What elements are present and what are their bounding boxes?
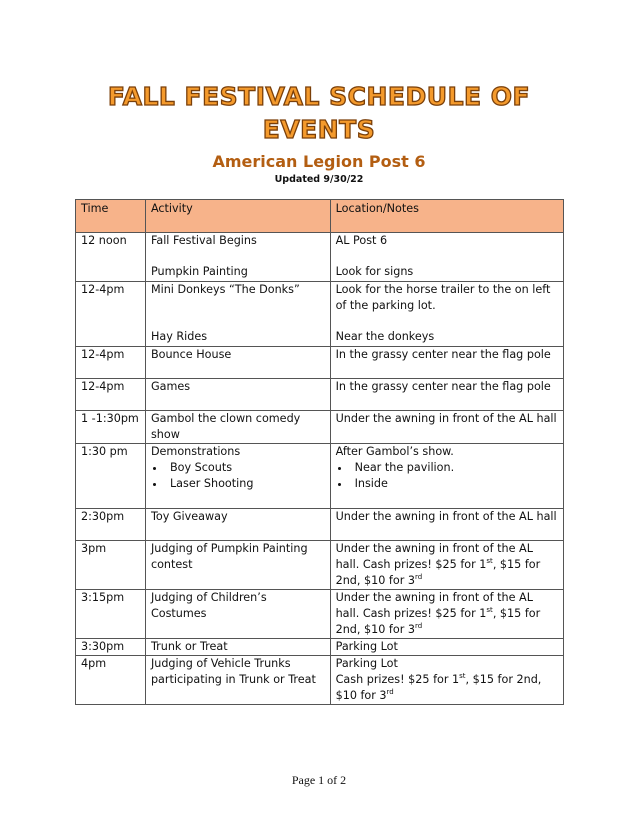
activity-cell: Bounce House <box>145 347 330 379</box>
notes-text: Under the awning in front of the AL hall. Cash prizes! $25 for 1 <box>335 542 533 571</box>
ordinal-suffix: rd <box>386 688 394 696</box>
list-item: • Boy Scouts <box>166 460 326 476</box>
time-cell: 4pm <box>76 656 146 705</box>
title-line-1: FALL FESTIVAL SCHEDULE OF <box>107 82 531 111</box>
time-cell: 1 -1:30pm <box>76 411 146 444</box>
page-number: Page 1 of 2 <box>291 773 347 787</box>
activity-text: Fall Festival Begins <box>150 234 257 247</box>
table-row <box>76 590 564 639</box>
document-title <box>0 80 638 146</box>
notes-text: Look for signs <box>335 265 414 278</box>
table-row <box>76 639 564 656</box>
title-line-2: EVENTS <box>262 115 376 144</box>
notes-cell: In the grassy center near the flag pole <box>330 379 563 411</box>
list-item: • Near the pavilion. <box>351 460 559 476</box>
notes-text: Under the awning in front of the AL hall. Cash prizes! $25 for 1 <box>335 591 533 620</box>
ordinal-suffix: rd <box>414 622 423 630</box>
ordinal-suffix: st <box>459 672 466 680</box>
table-row <box>76 411 564 444</box>
table-row <box>76 509 564 541</box>
notes-cell: Parking Lot <box>330 639 563 656</box>
notes-cell <box>330 590 563 639</box>
notes-cell <box>330 233 563 282</box>
activity-list <box>151 460 326 492</box>
column-header-notes: Location/Notes <box>330 200 563 233</box>
subtitle: American Legion Post 6 <box>212 152 426 171</box>
notes-text: Look for the horse trailer to the on left of the parking lot. <box>335 283 551 312</box>
time-cell: 3pm <box>76 541 146 590</box>
table-row <box>76 379 564 411</box>
activity-cell: Games <box>145 379 330 411</box>
notes-text: , $15 for 2nd, $10 for 3 <box>335 607 541 636</box>
table-row <box>76 282 564 347</box>
activity-cell: Judging of Children’s Costumes <box>145 590 330 639</box>
column-header-activity: Activity <box>145 200 330 233</box>
time-cell: 3:30pm <box>76 639 146 656</box>
notes-cell <box>330 656 563 705</box>
notes-cell: Under the awning in front of the AL hall <box>330 509 563 541</box>
activity-cell <box>145 282 330 347</box>
notes-text: Near the donkeys <box>335 330 435 343</box>
activity-text: Mini Donkeys “The Donks” <box>150 283 300 296</box>
ordinal-suffix: st <box>486 606 493 614</box>
schedule-table <box>75 199 564 705</box>
activity-cell <box>145 233 330 282</box>
time-cell: 12-4pm <box>76 282 146 347</box>
table-row <box>76 444 564 509</box>
table-row <box>76 233 564 282</box>
ordinal-suffix: rd <box>414 573 423 581</box>
notes-text: Parking Lot <box>335 657 398 670</box>
table-row <box>76 541 564 590</box>
table-header-row <box>76 200 564 233</box>
notes-text: , $15 for 2nd, $10 for 3 <box>335 558 541 587</box>
table-row <box>76 347 564 379</box>
notes-cell: Under the awning in front of the AL hall <box>330 411 563 444</box>
activity-text: Demonstrations <box>150 445 241 458</box>
activity-cell: Judging of Vehicle Trunks participating in Trunk or Treat <box>145 656 330 705</box>
time-cell: 1:30 pm <box>76 444 146 509</box>
activity-cell <box>145 444 330 509</box>
list-item: • Inside <box>351 476 559 492</box>
notes-cell <box>330 541 563 590</box>
time-cell: 12-4pm <box>76 347 146 379</box>
time-cell: 12-4pm <box>76 379 146 411</box>
activity-cell: Trunk or Treat <box>145 639 330 656</box>
activity-cell: Judging of Pumpkin Painting contest <box>145 541 330 590</box>
notes-cell <box>330 444 563 509</box>
time-cell: 3:15pm <box>76 590 146 639</box>
activity-text: Pumpkin Painting <box>150 265 248 278</box>
notes-cell: In the grassy center near the flag pole <box>330 347 563 379</box>
notes-text: Cash prizes! $25 for 1 <box>335 673 460 686</box>
updated-date: Updated 9/30/22 <box>274 174 364 185</box>
activity-cell: Gambol the clown comedy show <box>145 411 330 444</box>
notes-text: After Gambol’s show. <box>335 445 454 458</box>
table-row <box>76 656 564 705</box>
notes-list <box>336 460 559 492</box>
notes-text: AL Post 6 <box>335 234 388 247</box>
notes-text: , $15 for 2nd, $10 for 3 <box>335 673 542 702</box>
ordinal-suffix: st <box>486 557 493 565</box>
time-cell: 12 noon <box>76 233 146 282</box>
column-header-time: Time <box>76 200 146 233</box>
time-cell: 2:30pm <box>76 509 146 541</box>
activity-text: Hay Rides <box>150 330 208 343</box>
notes-cell <box>330 282 563 347</box>
list-item: • Laser Shooting <box>166 476 326 492</box>
activity-cell: Toy Giveaway <box>145 509 330 541</box>
